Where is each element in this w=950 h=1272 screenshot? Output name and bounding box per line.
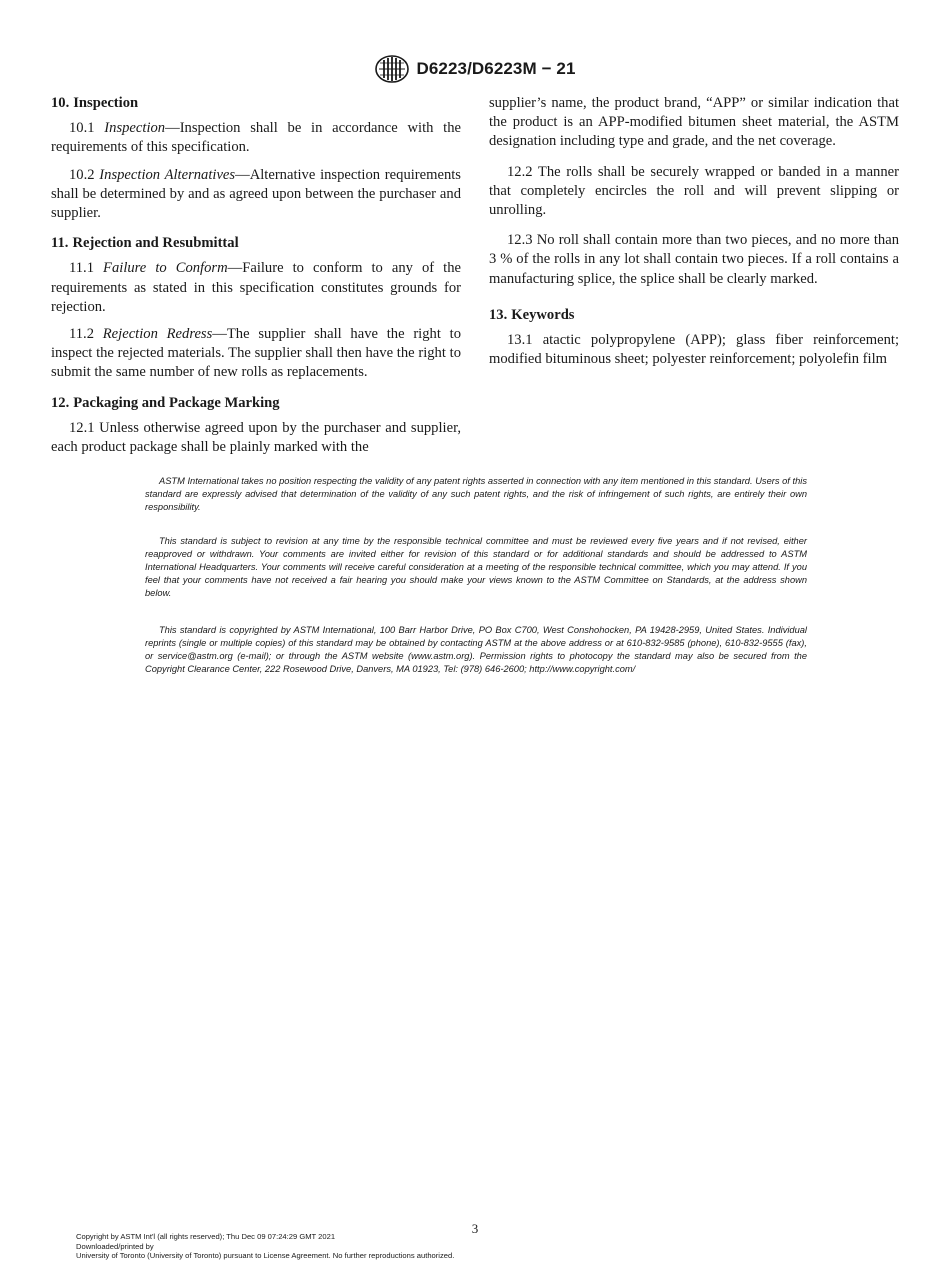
paragraph-11-1: 11.1 Failure to Conform—Failure to conform to any of the requirements as stated in this specification constitutes grounds for rejection.	[51, 260, 461, 315]
section-12-heading: 12. Packaging and Package Marking	[51, 394, 280, 411]
page-header	[0, 54, 950, 84]
standard-designation: D6223/D6223M − 21	[416, 59, 576, 78]
paragraph-12-2: 12.2 The rolls shall be securely wrapped or banded in a manner that completely encircles the roll and will prevent slipping or unrolling.	[489, 163, 899, 219]
patent-notice: ASTM International takes no position respecting the validity of any patent rights asserted in connection with any item mentioned in this standard. Users of this standard are expressly advised that determination of the validity of any such patent rights, and the risk of infringement of such rights, are entirely their own responsibility.	[145, 476, 807, 513]
revision-notice: This standard is subject to revision at any time by the responsible technical committee and must be reviewed every five years and if not revised, either reapproved or withdrawn. Your comments are invited either for revision of this standard or for additional standards and should be addressed to ASTM International Headquarters. Your comments will receive careful consideration at a meeting of the responsible technical committee, which you may attend. If you feel that your comments have not received a fair hearing you should make your views known to the ASTM Committee on Standards, at the address shown below.	[145, 536, 807, 599]
section-11-heading: 11. Rejection and Resubmittal	[51, 235, 239, 252]
license-footer	[76, 1232, 454, 1261]
right-column	[489, 94, 899, 377]
page-number: 3	[471, 1221, 479, 1236]
paragraph-11-2: 11.2 Rejection Redress—The supplier shall have the right to inspect the rejected materials. The supplier shall then have the right to submit the same number of new rolls as replacements.	[51, 326, 461, 381]
section-13-heading: 13. Keywords	[489, 306, 575, 323]
paragraph-12-3: 12.3 No roll shall contain more than two pieces, and no more than 3 % of the rolls in any lot shall contain two pieces. If a roll contains a manufacturing splice, the splice shall be clearly marked.	[489, 232, 899, 287]
paragraph-12-1-start: 12.1 Unless otherwise agreed upon by the purchaser and supplier, each product package shall be plainly marked with the	[51, 419, 461, 456]
left-column	[51, 94, 461, 465]
copyright-notice: This standard is copyrighted by ASTM International, 100 Barr Harbor Drive, PO Box C700, West Conshohocken, PA 19428-2959, United States. Individual reprints (single or multiple copies) of this standard may be obtained by contacting ASTM at the above address or at 610-832-9585 (phone), 610-832-9555 (fax), or service@astm.org (e-mail); or through the ASTM website (www.astm.org). Permission rights to photocopy the standard may also be secured from the Copyright Clearance Center, 222 Rosewood Drive, Danvers, MA 01923, Tel: (978) 646-2600; http://www.copyright.com/	[145, 625, 807, 675]
footer-line-license: University of Toronto (University of Toronto) pursuant to License Agreement. No further reproductions authorized.	[76, 1251, 455, 1261]
astm-logo-icon	[374, 54, 410, 84]
paragraph-10-1: 10.1 Inspection—Inspection shall be in accordance with the requirements of this specification.	[51, 120, 461, 156]
paragraph-12-1-continued: supplier’s name, the product brand, “APP” or similar indication that the product is an APP-modified bitumen sheet material, the ASTM designation including type and grade, and the net coverage.	[489, 95, 899, 150]
paragraph-13-1: 13.1 atactic polypropylene (APP); glass fiber reinforcement; modified bituminous sheet; polyester reinforcement; polyolefin film	[489, 332, 899, 368]
footer-line-copyright: Copyright by ASTM Int'l (all rights reserved); Thu Dec 09 07:24:29 GMT 2021	[76, 1232, 336, 1241]
section-10-heading: 10. Inspection	[51, 95, 139, 111]
footer-line-downloaded: Downloaded/printed by	[76, 1241, 154, 1251]
paragraph-10-2: 10.2 Inspection Alternatives—Alternative inspection requirements shall be determined by and as agreed upon between the purchaser and supplier.	[51, 166, 461, 222]
